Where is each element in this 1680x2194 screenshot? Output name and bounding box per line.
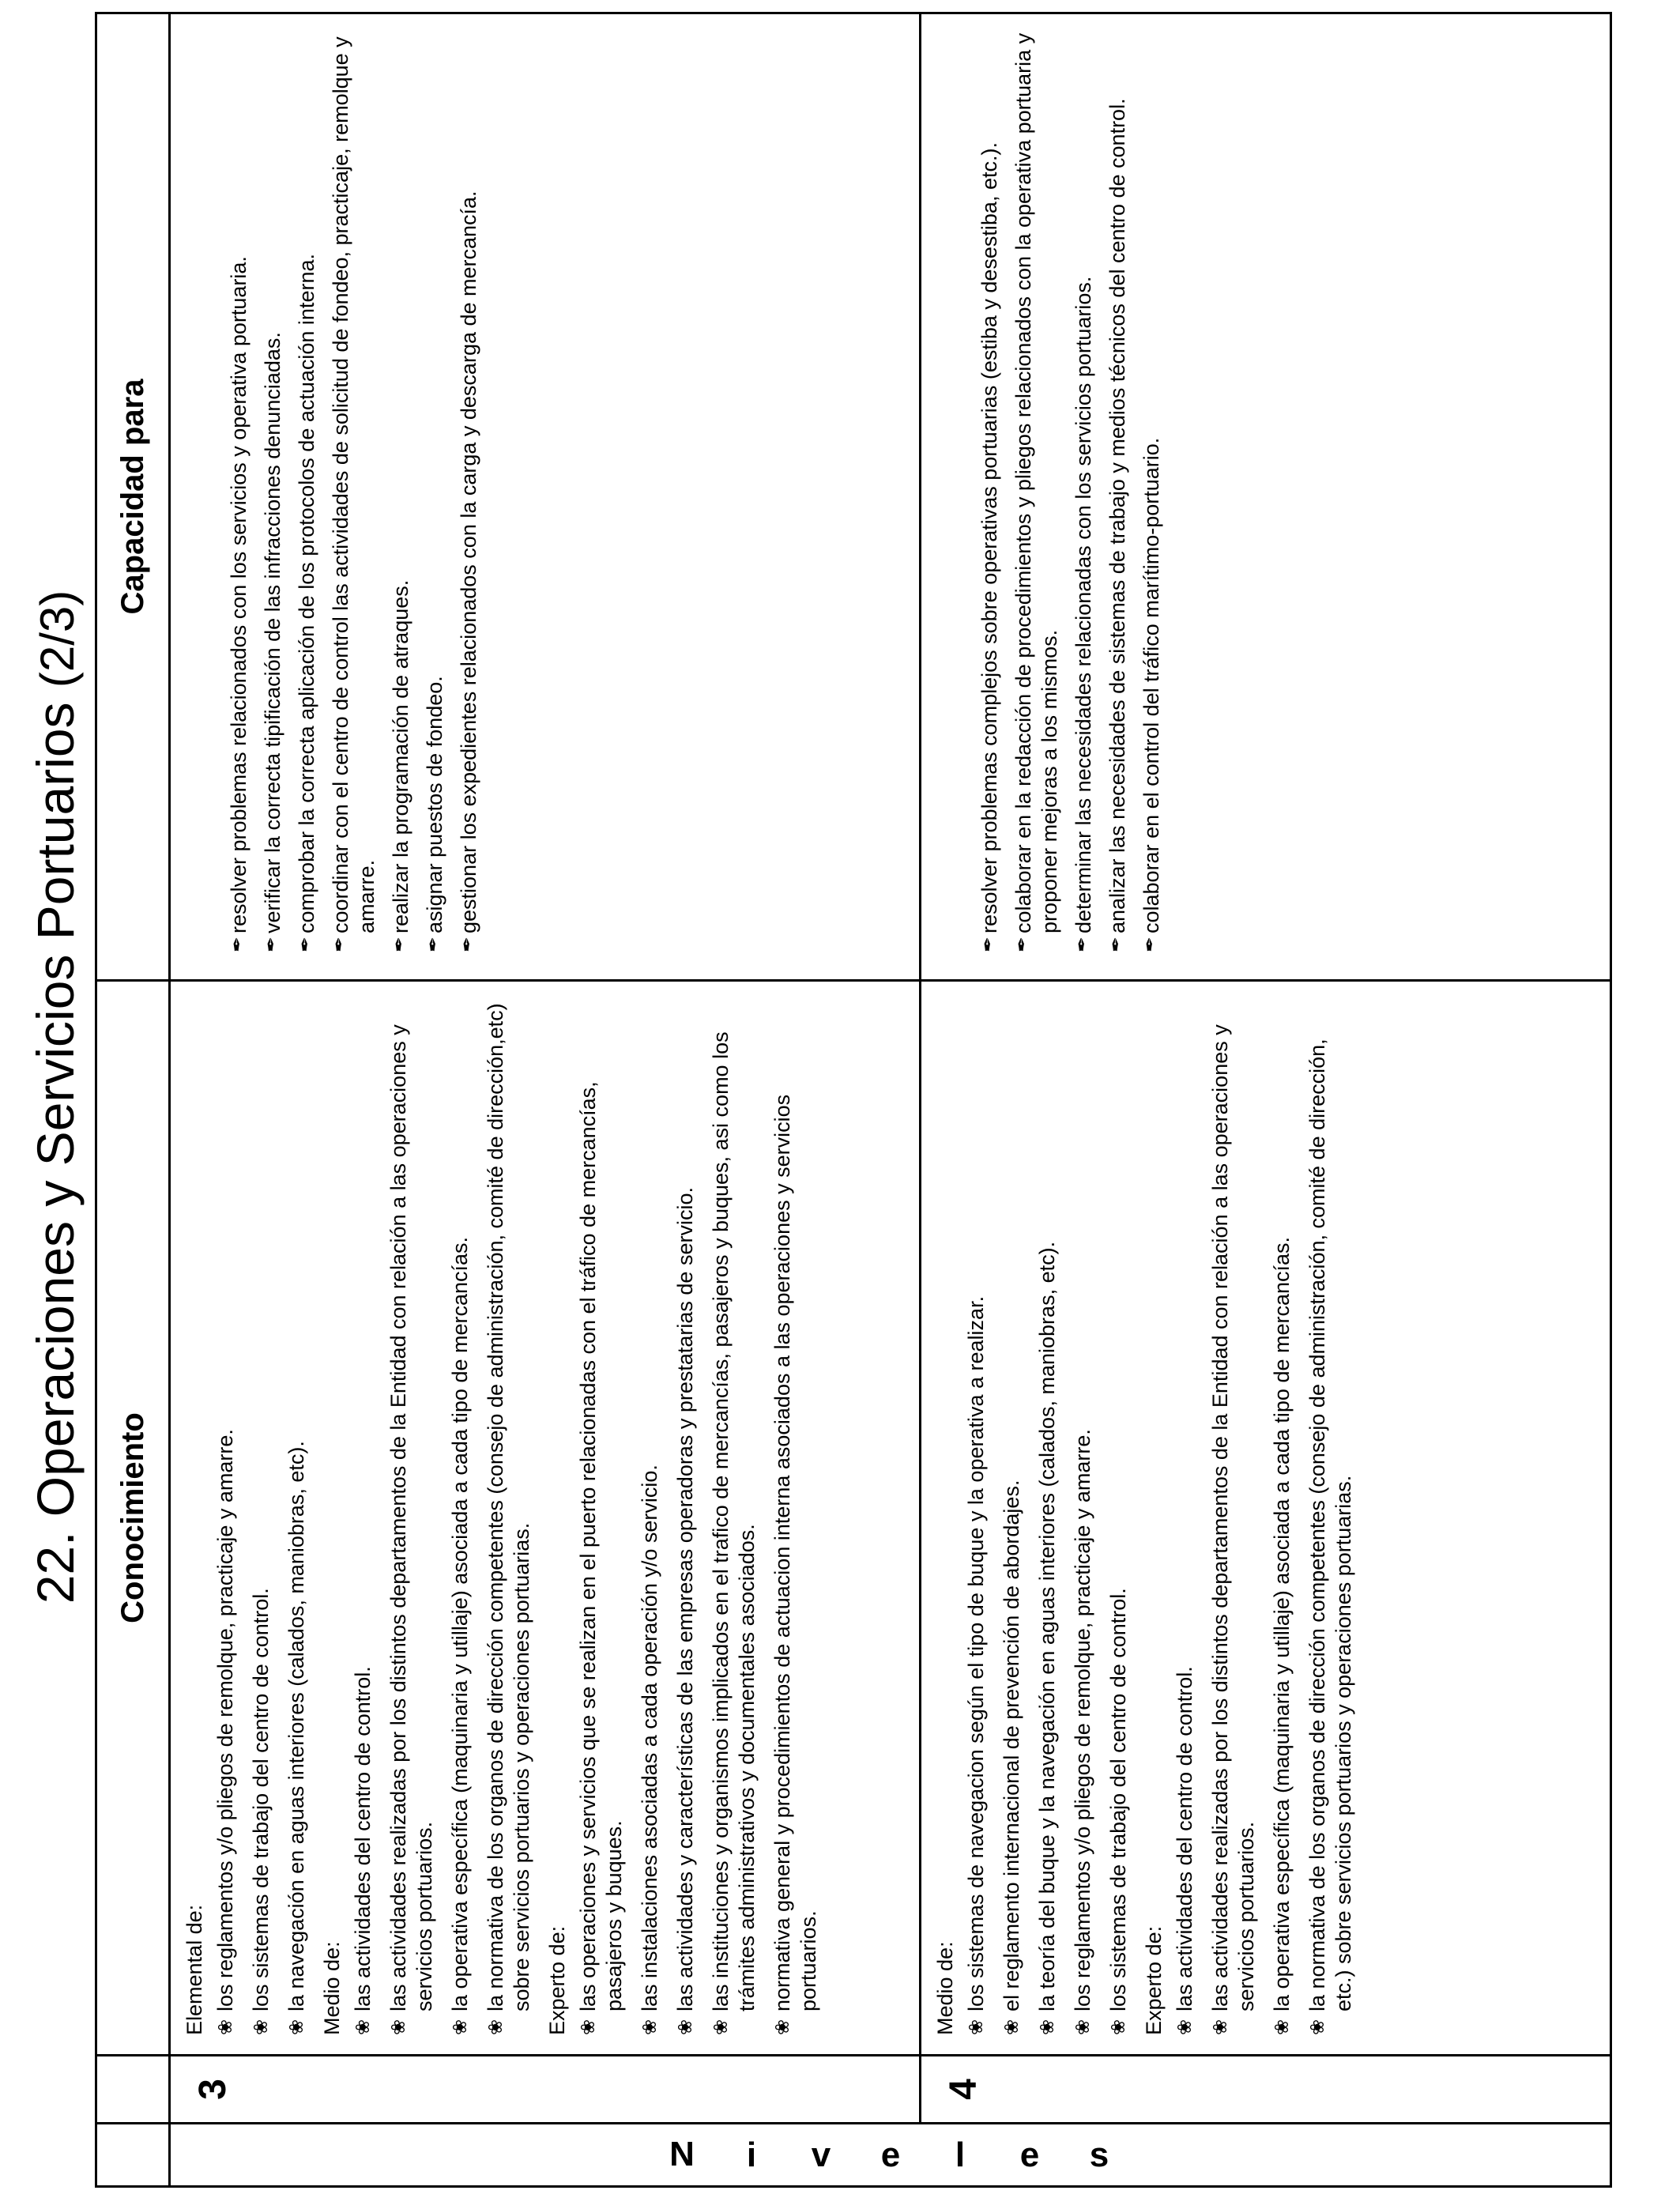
pen-bullet-icon: ✒	[1139, 936, 1161, 952]
competency-table	[95, 12, 1612, 2188]
knowledge-item-text: los reglamentos y/o pliegos de remolque, practicaje y amarre.	[1071, 1429, 1094, 2011]
knowledge-item	[213, 994, 239, 2035]
knowledge-item	[575, 994, 627, 2035]
knowledge-item-text: la normativa de los organos de dirección competentes (consejo de administración, comité de dirección,etc) sobre servicios portuarios y operaciones portuarias.	[484, 1003, 533, 2011]
knowledge-item-text: la operativa específica (maquinaria y utillaje) asociada a cada tipo de mercancías.	[1270, 1236, 1294, 2011]
capacity-item	[294, 27, 320, 952]
knowledge-item-text: las actividades del centro de control.	[351, 1666, 375, 2011]
gear-bullet-icon: ❀	[1108, 2019, 1129, 2035]
capacity-item-text: coordinar con el centro de control las actividades de solicitud de fondeo, practicaje, remolque y amarre.	[329, 36, 379, 933]
pen-bullet-icon: ✒	[1011, 936, 1033, 952]
knowledge-item-text: las operaciones y servicios que se realizan en el puerto relacionadas con el tráfico de mercancías, pasajeros y buques.	[576, 1081, 626, 2011]
knowledge-items	[213, 994, 310, 2035]
capacity-item	[977, 27, 1003, 952]
knowledge-item	[386, 994, 438, 2035]
gear-bullet-icon: ❀	[772, 2019, 793, 2035]
knowledge-item	[637, 994, 663, 2035]
capacity-item	[388, 27, 414, 952]
knowledge-item	[1172, 994, 1198, 2035]
capacity-items	[226, 27, 482, 952]
capacity-item	[422, 27, 448, 952]
gear-bullet-icon: ❀	[639, 2019, 661, 2035]
level-row-3	[170, 13, 921, 2187]
capacity-item	[1105, 27, 1131, 952]
gear-bullet-icon: ❀	[450, 2019, 471, 2035]
gear-bullet-icon: ❀	[1210, 2019, 1231, 2035]
corner-cell	[96, 2124, 170, 2187]
knowledge-item-text: las actividades del centro de control.	[1173, 1666, 1196, 2011]
knowledge-item	[1106, 994, 1132, 2035]
capacity-item-text: verificar la correcta tipificación de las infracciones denunciadas.	[261, 332, 284, 933]
knowledge-item	[350, 994, 376, 2035]
knowledge-item-text: las instituciones y organismos implicados en el trafico de mercancías, pasajeros y buques, asi como los trámites administrativos y documentales asociados.	[709, 1031, 759, 2011]
capacity-items	[977, 27, 1165, 952]
niveles-letter: v	[811, 2135, 831, 2174]
header-capacidad: Capacidad para	[96, 13, 170, 981]
gear-bullet-icon: ❀	[250, 2019, 272, 2035]
gear-bullet-icon: ❀	[966, 2019, 987, 2035]
capacity-list	[921, 14, 1177, 979]
level-row-4	[921, 13, 1611, 2187]
title-part: (2/3)	[31, 590, 84, 688]
knowledge-items	[350, 994, 535, 2035]
gear-bullet-icon: ❀	[1174, 2019, 1196, 2035]
niveles-label	[171, 2124, 1610, 2185]
capacity-list	[171, 14, 495, 979]
knowledge-item	[963, 994, 989, 2035]
capacity-item-text: colaborar en la redacción de procedimientos y pliegos relacionados con la operativa portuaria y proponer mejoras a los mismos.	[1011, 32, 1061, 933]
knowledge-section-heading: Medio de:	[933, 1941, 957, 2035]
knowledge-item	[284, 994, 310, 2035]
knowledge-item	[1269, 994, 1295, 2035]
knowledge-list	[171, 982, 836, 2054]
niveles-letter: i	[746, 2135, 756, 2174]
gear-bullet-icon: ❀	[1001, 2019, 1023, 2035]
gear-bullet-icon: ❀	[1072, 2019, 1094, 2035]
capacity-item-text: realizar la programación de atraques.	[389, 579, 412, 933]
pen-bullet-icon: ✒	[329, 936, 350, 952]
knowledge-item	[1207, 994, 1260, 2035]
knowledge-item	[770, 994, 822, 2035]
capacity-cell	[921, 13, 1611, 981]
gear-bullet-icon: ❀	[485, 2019, 507, 2035]
gear-bullet-icon: ❀	[578, 2019, 599, 2035]
capacity-item	[1011, 27, 1063, 952]
knowledge-item-text: los reglamentos y/o pliegos de remolque, practicaje y amarre.	[213, 1429, 237, 2011]
knowledge-section-heading: Experto de:	[1142, 1925, 1166, 2035]
gear-bullet-icon: ❀	[215, 2019, 236, 2035]
knowledge-item-text: las actividades y características de las empresas operadoras y prestatarias de servicio.	[673, 1187, 697, 2011]
gear-bullet-icon: ❀	[286, 2019, 307, 2035]
knowledge-item-text: la teoría del buque y la navegación en aguas interiores (calados, maniobras, etc).	[1035, 1241, 1059, 2011]
knowledge-item-text: los sistemas de trabajo del centro de control.	[1106, 1588, 1130, 2011]
knowledge-item	[672, 994, 699, 2035]
knowledge-section-heading: Medio de:	[320, 1941, 344, 2035]
pen-bullet-icon: ✒	[295, 936, 316, 952]
pen-bullet-icon: ✒	[389, 936, 410, 952]
niveles-letter: N	[669, 2135, 695, 2174]
knowledge-item	[447, 994, 473, 2035]
capacity-item	[260, 27, 286, 952]
capacity-item-text: resolver problemas relacionados con los servicios y operativa portuaria.	[227, 256, 250, 933]
knowledge-item-text: los sistemas de trabajo del centro de control.	[249, 1588, 273, 2011]
pen-bullet-icon: ✒	[977, 936, 999, 952]
gear-bullet-icon: ❀	[1037, 2019, 1058, 2035]
capacity-item	[328, 27, 380, 952]
knowledge-item-text: las instalaciones asociadas a cada operación y/o servicio.	[638, 1465, 661, 2011]
knowledge-item-text: la normativa de los organos de dirección competentes (consejo de administración, comité de dirección, etc.) sobre servicios portuarios y operaciones portuarias.	[1305, 1039, 1355, 2011]
knowledge-item	[1034, 994, 1060, 2035]
gear-bullet-icon: ❀	[388, 2019, 409, 2035]
capacity-item	[1071, 27, 1097, 952]
knowledge-item	[1305, 994, 1357, 2035]
level-number: 3	[170, 2056, 921, 2124]
capacity-item-text: analizar las necesidades de sistemas de trabajo y medios técnicos del centro de control.	[1106, 98, 1129, 933]
knowledge-list	[921, 982, 1371, 2054]
page-title	[24, 0, 89, 2194]
gear-bullet-icon: ❀	[352, 2019, 374, 2035]
knowledge-cell	[170, 981, 921, 2056]
knowledge-cell	[921, 981, 1611, 2056]
corner-cell-2	[96, 2056, 170, 2124]
niveles-label-cell	[170, 2124, 1611, 2187]
capacity-cell	[170, 13, 921, 981]
knowledge-item	[1070, 994, 1096, 2035]
level-number: 4	[921, 2056, 1611, 2124]
knowledge-items	[1172, 994, 1357, 2035]
pen-bullet-icon: ✒	[1072, 936, 1093, 952]
pen-bullet-icon: ✒	[1106, 936, 1127, 952]
knowledge-section-heading: Elemental de:	[183, 1904, 206, 2035]
capacity-item-text: asignar puestos de fondeo.	[423, 676, 446, 933]
knowledge-section-heading: Experto de:	[545, 1925, 569, 2035]
knowledge-item-text: la operativa específica (maquinaria y utillaje) asociada a cada tipo de mercancías.	[448, 1236, 472, 2011]
pen-bullet-icon: ✒	[261, 936, 282, 952]
gear-bullet-icon: ❀	[1307, 2019, 1328, 2035]
gear-bullet-icon: ❀	[1271, 2019, 1293, 2035]
capacity-item-text: gestionar los expedientes relacionados con la carga y descarga de mercancía.	[457, 190, 480, 933]
knowledge-item-text: los sistemas de navegacion según el tipo de buque y la operativa a realizar.	[964, 1295, 988, 2011]
capacity-item-text: colaborar en el control del tráfico marítimo-portuario.	[1139, 437, 1163, 933]
niveles-letter: e	[1019, 2135, 1039, 2174]
header-row	[96, 13, 170, 2187]
niveles-letter: l	[955, 2135, 965, 2174]
capacity-item	[226, 27, 252, 952]
knowledge-item	[708, 994, 760, 2035]
knowledge-item-text: las actividades realizadas por los distintos departamentos de la Entidad con relación a las operaciones y servicios portuarios.	[386, 1024, 436, 2011]
knowledge-item-text: el reglamento internacional de prevención de abordajes.	[1000, 1480, 1023, 2011]
niveles-letter: s	[1089, 2135, 1109, 2174]
knowledge-item	[248, 994, 274, 2035]
pen-bullet-icon: ✒	[457, 936, 478, 952]
capacity-item	[456, 27, 482, 952]
capacity-item-text: resolver problemas complejos sobre operativas portuarias (estiba y desestiba, etc.).	[977, 142, 1001, 933]
capacity-item	[1139, 27, 1165, 952]
knowledge-items	[575, 994, 822, 2035]
title-text: 22. Operaciones y Servicios Portuarios	[26, 702, 85, 1604]
knowledge-items	[963, 994, 1132, 2035]
knowledge-item-text: la navegación en aguas interiores (calados, maniobras, etc).	[284, 1441, 308, 2011]
pen-bullet-icon: ✒	[227, 936, 248, 952]
knowledge-item-text: las actividades realizadas por los distintos departamentos de la Entidad con relación a las operaciones y servicios portuarios.	[1208, 1024, 1258, 2011]
knowledge-item	[483, 994, 535, 2035]
header-conocimiento: Conocimiento	[96, 981, 170, 2056]
capacity-item-text: determinar las necesidades relacionadas con los servicios portuarios.	[1072, 276, 1095, 933]
knowledge-item-text: normativa general y procedimientos de actuacion interna asociados a las operaciones y servicios portuarios.	[770, 1094, 820, 2011]
gear-bullet-icon: ❀	[675, 2019, 696, 2035]
capacity-item-text: comprobar la correcta aplicación de los protocolos de actuación interna.	[295, 254, 318, 933]
knowledge-item	[999, 994, 1025, 2035]
pen-bullet-icon: ✒	[423, 936, 444, 952]
gear-bullet-icon: ❀	[710, 2019, 732, 2035]
niveles-letter: e	[880, 2135, 900, 2174]
